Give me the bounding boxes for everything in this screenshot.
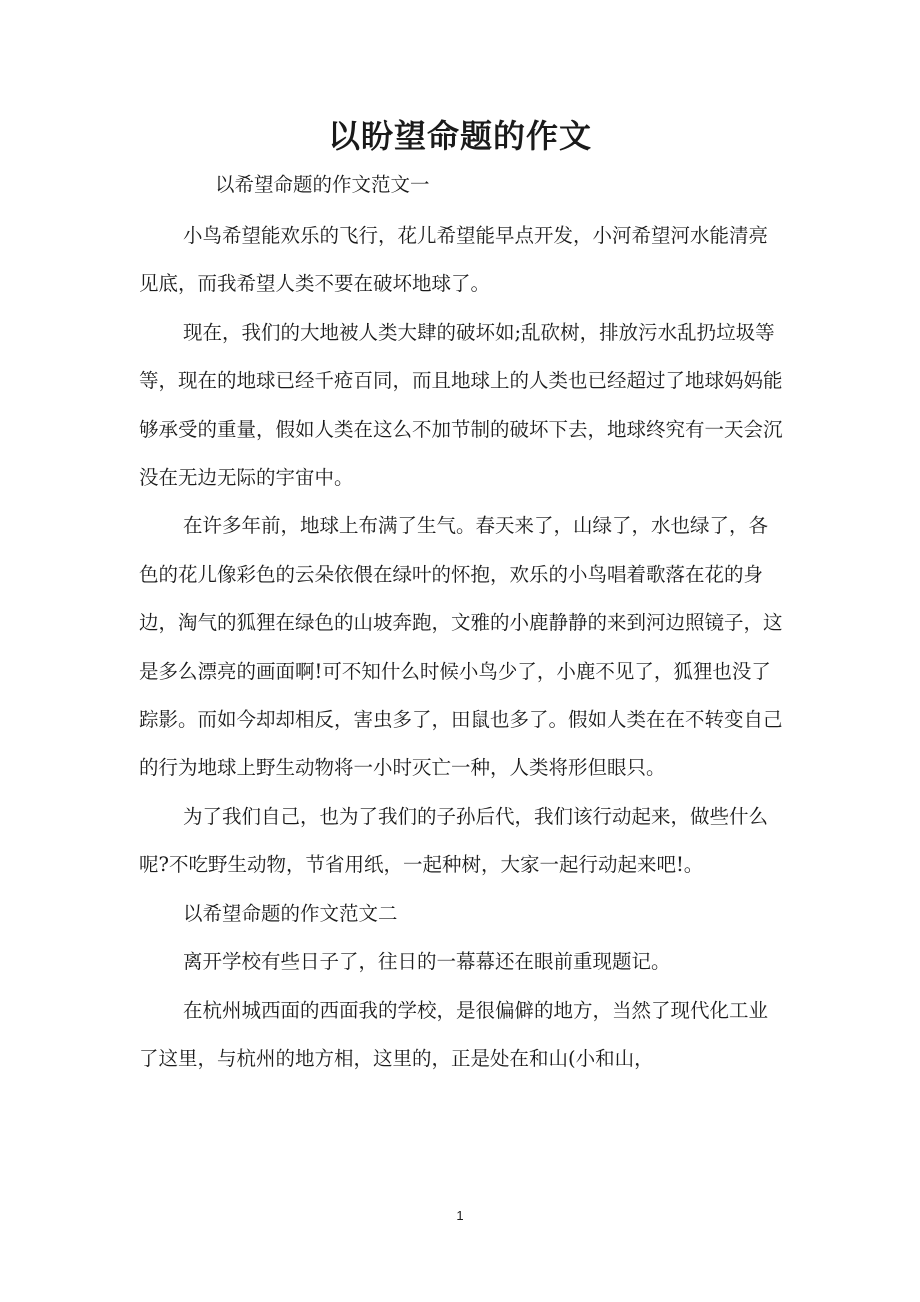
document-body <box>139 212 783 1083</box>
paragraph-6: 在杭州城西面的西面我的学校，是很偏僻的地方，当然了现代化工业了这里，与杭州的地方相，这里的，正是处在和山(小和山， <box>139 998 769 1070</box>
paragraph-4: 为了我们自己，也为了我们的子孙后代，我们该行动起来，做些什么呢?不吃野生动物，节省用纸，一起种树，大家一起行动起来吧!。 <box>139 804 769 877</box>
section-heading-one: 以希望命题的作文范文一 <box>215 173 430 196</box>
section-heading-two: 以希望命题的作文范文二 <box>183 901 398 925</box>
page-number: 1 <box>456 1208 464 1223</box>
paragraph-5: 离开学校有些日子了，往日的一幕幕还在眼前重现题记。 <box>183 950 671 974</box>
paragraph-1: 小鸟希望能欢乐的飞行，花儿希望能早点开发，小河希望河水能清亮见底，而我希望人类不要在破坏地球了。 <box>139 224 769 296</box>
paragraph-2: 现在，我们的大地被人类大肆的破坏如;乱砍树，排放污水乱扔垃圾等等，现在的地球已经千疮百同，而且地球上的人类也已经超过了地球妈妈能够承受的重量，假如人类在这么不加节制的破坏下去，地球终究有一天会沉没在无边无际的宇宙中。 <box>139 320 783 490</box>
paragraph-3: 在许多年前，地球上布满了生气。春天来了，山绿了，水也绿了，各色的花儿像彩色的云朵依偎在绿叶的怀抱，欢乐的小鸟唱着歌落在花的身边，淘气的狐狸在绿色的山坡奔跑，文雅的小鹿静静的来到河边照镜子，这是多么漂亮的画面啊!可不知什么时候小鸟少了，小鹿不见了，狐狸也没了踪影。而如今却却相反，害虫多了，田鼠也多了。假如人类在在不转变自己的行为地球上野生动物将一小时灭亡一种，人类将形但眼只。 <box>139 514 783 780</box>
document-title: 以盼望命题的作文 <box>327 117 592 155</box>
